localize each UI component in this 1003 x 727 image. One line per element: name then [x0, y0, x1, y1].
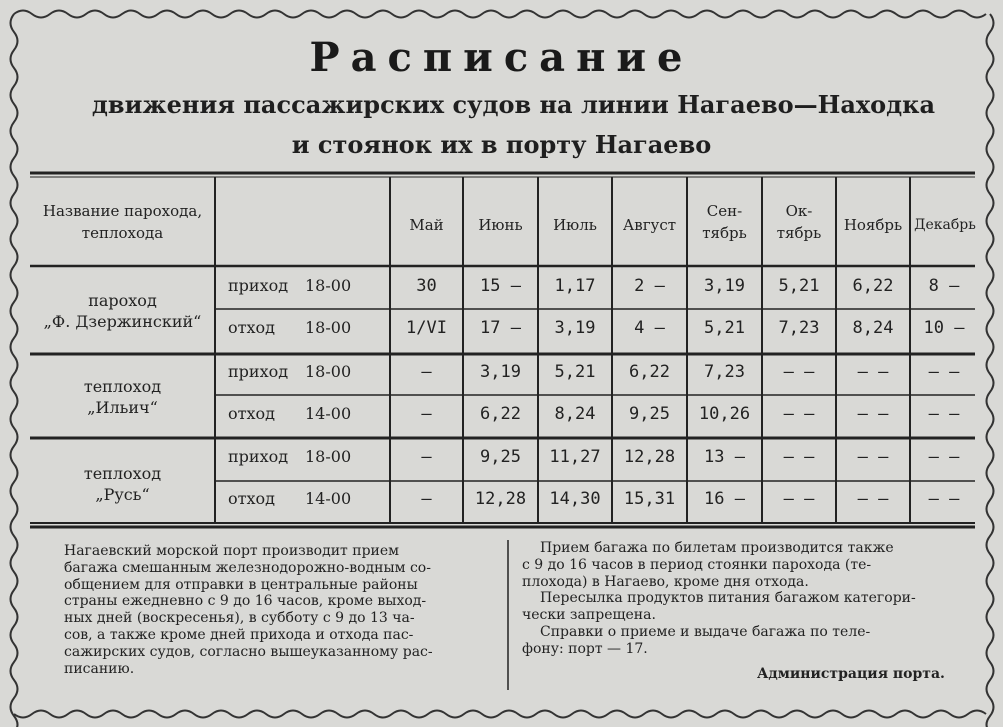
- schedule-cell: 17 —: [480, 318, 521, 338]
- schedule-cell: — —: [857, 362, 889, 382]
- header-month-july: [538, 214, 612, 236]
- note-line: сажирских судов, согласно вышеуказанному рас-: [64, 643, 433, 660]
- row-time: 18-00: [305, 318, 352, 337]
- schedule-cell: 3,19: [704, 276, 745, 296]
- schedule-cell: 8,24: [554, 404, 596, 424]
- frame-right: [987, 14, 994, 727]
- schedule-cell: — —: [783, 447, 815, 467]
- header-month-label: Август: [622, 216, 677, 234]
- schedule-cell: 15 —: [480, 276, 521, 296]
- ship-name: „Ильич“: [87, 398, 158, 417]
- header-month-label: Май: [409, 216, 444, 234]
- schedule-cell: —: [421, 447, 432, 467]
- schedule-cell: 16 —: [704, 489, 745, 509]
- header-month-december: [910, 214, 980, 236]
- header-month-label: Июнь: [478, 216, 523, 234]
- schedule-cell: 4 —: [634, 318, 665, 338]
- ship-rus: [30, 463, 215, 505]
- schedule-cell: 6,22: [480, 404, 521, 424]
- schedule-cell: 5,21: [704, 318, 745, 338]
- note-line: общением для отправки в центральные районы: [64, 576, 418, 593]
- schedule-cell: 9,25: [480, 447, 521, 467]
- schedule-cell: — —: [928, 404, 960, 424]
- row-time: 14-00: [305, 404, 352, 423]
- row-label: отход: [228, 318, 275, 337]
- schedule-cell: 8 —: [928, 276, 960, 296]
- schedule-cell: 5,21: [554, 362, 596, 382]
- schedule-cell: — —: [783, 489, 815, 509]
- schedule-cell: 10 —: [923, 318, 965, 338]
- notes-right: [522, 540, 962, 658]
- ship-type: теплоход: [83, 377, 162, 396]
- schedule-cell: — —: [857, 404, 889, 424]
- frame-top: [14, 11, 986, 18]
- ship-ilyich: [30, 376, 215, 418]
- schedule-cell: 11,27: [549, 447, 601, 467]
- note-line: страны ежедневно с 9 до 16 часов, кроме выход-: [64, 593, 427, 610]
- header-month-september: [687, 200, 762, 244]
- note-line: сов, а также кроме дней прихода и отхода пас-: [64, 626, 414, 643]
- row-label: приход: [228, 362, 289, 381]
- schedule-cell: 5,21: [778, 276, 820, 296]
- note-line: фону: порт — 17.: [522, 640, 648, 657]
- row-time: 18-00: [305, 447, 352, 466]
- schedule-cell: 14,30: [549, 489, 601, 509]
- schedule-cell: 8,24: [852, 318, 894, 338]
- frame-bottom: [14, 711, 986, 718]
- header-month-label: тябрь: [702, 224, 747, 242]
- schedule-cell: — —: [783, 362, 815, 382]
- notes-left: [64, 543, 496, 677]
- schedule-cell: 1/VI: [406, 318, 447, 338]
- header-month-label: Ноябрь: [843, 216, 903, 234]
- row-label: приход: [228, 276, 289, 295]
- header-month-label: Июль: [553, 216, 597, 234]
- schedule-cell: 12,28: [474, 489, 527, 509]
- note-line: писанию.: [64, 660, 135, 677]
- schedule-cell: 13 —: [704, 447, 745, 467]
- schedule-cell: — —: [857, 489, 889, 509]
- schedule-cell: — —: [928, 362, 960, 382]
- row-label: отход: [228, 404, 275, 423]
- header-month-october: [762, 200, 836, 244]
- header-month-august: [612, 214, 687, 236]
- schedule-cell: —: [421, 489, 432, 509]
- ship-dzerzhinsky: [30, 290, 215, 332]
- row-time: 18-00: [305, 362, 352, 381]
- note-line: плохода) в Нагаево, кроме дня отхода.: [522, 573, 809, 590]
- ship-name: „Ф. Дзержинский“: [43, 312, 202, 331]
- schedule-cell: 9,25: [629, 404, 670, 424]
- header-month-june: [463, 214, 538, 236]
- schedule-cell: 2 —: [634, 276, 665, 296]
- schedule-cell: 3,19: [554, 318, 596, 338]
- note-line: багажа смешанным железнодорожно-водным со-: [64, 559, 431, 576]
- note-line: с 9 до 16 часов в период стоянки парохода (те-: [522, 556, 872, 573]
- row-label: отход: [228, 489, 275, 508]
- subtitle-line-2: и стоянок их в порту Нагаево: [291, 130, 712, 159]
- header-month-label: Декабрь: [914, 217, 976, 233]
- header-ship-line-2: теплохода: [81, 224, 164, 242]
- note-line: Пересылка продуктов питания багажом категори-: [540, 590, 916, 607]
- schedule-cell: 6,22: [852, 276, 894, 296]
- schedule-cell: 10,26: [698, 404, 751, 424]
- schedule-cell: 1,17: [554, 276, 596, 296]
- schedule-cell: 7,23: [778, 318, 820, 338]
- ship-type: теплоход: [83, 464, 162, 483]
- subtitle-line-1: движения пассажирских судов на линии Нагаево—Находка: [91, 90, 936, 119]
- header-month-label: Сен-: [706, 202, 743, 220]
- ship-type: пароход: [88, 291, 157, 310]
- schedule-cell: 3,19: [480, 362, 521, 382]
- schedule-cell: — —: [857, 447, 889, 467]
- note-line: Прием багажа по билетам производится также: [540, 540, 894, 556]
- schedule-cell: —: [421, 362, 432, 382]
- schedule-cell: 12,28: [623, 447, 676, 467]
- header-ship-line-1: Название парохода,: [42, 202, 203, 220]
- row-time: 14-00: [305, 489, 352, 508]
- schedule-cell: — —: [928, 489, 960, 509]
- note-line: ных дней (воскресенья), в субботу с 9 до 13 ча-: [64, 610, 415, 627]
- schedule-cell: 15,31: [623, 489, 676, 509]
- schedule-cell: 30: [416, 276, 437, 296]
- header-month-label: тябрь: [776, 224, 822, 242]
- note-line: чески запрещена.: [522, 607, 656, 624]
- page-title: Расписание: [309, 34, 694, 81]
- signature: Администрация порта.: [757, 666, 945, 682]
- header-month-november: [836, 214, 910, 236]
- note-line: Справки о приеме и выдаче багажа по теле-: [540, 623, 871, 640]
- frame-left: [11, 14, 18, 727]
- schedule-cell: 7,23: [704, 362, 745, 382]
- schedule-cell: — —: [783, 404, 815, 424]
- schedule-cell: —: [421, 404, 432, 424]
- note-line: Нагаевский морской порт производит прием: [64, 543, 400, 559]
- ship-name: „Русь“: [95, 485, 150, 504]
- row-time: 18-00: [305, 276, 352, 295]
- header-month-label: Ок-: [785, 202, 813, 220]
- schedule-cell: 6,22: [629, 362, 670, 382]
- header-month-may: [390, 214, 463, 236]
- header-ship-column: [30, 200, 215, 244]
- schedule-cell: — —: [928, 447, 960, 467]
- row-label: приход: [228, 447, 289, 466]
